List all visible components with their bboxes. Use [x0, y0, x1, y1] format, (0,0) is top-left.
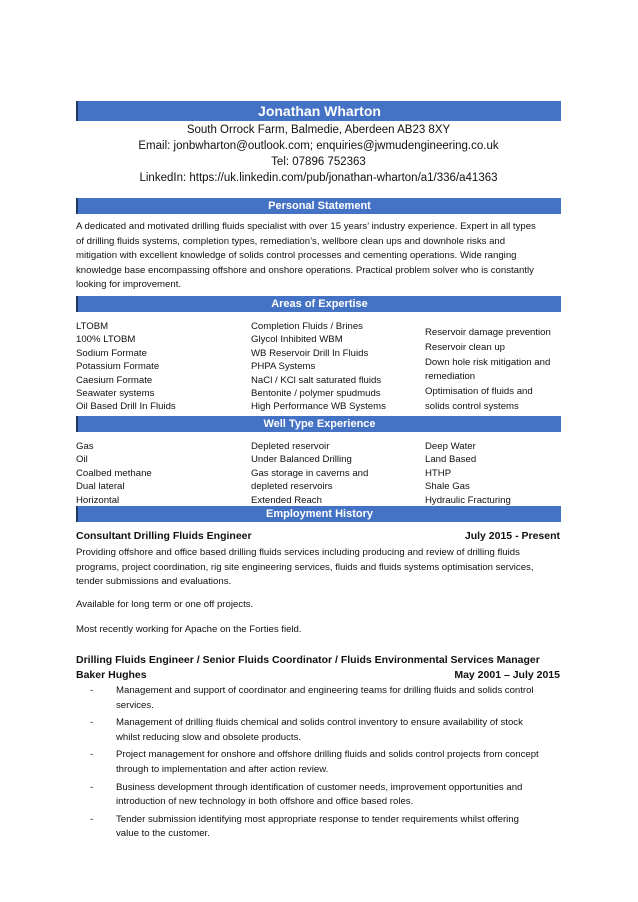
well-item: Oil [76, 454, 88, 466]
description-line: programs, project coordination, rig site engineering services, fluids and fluids systems optimisation services, [76, 561, 534, 573]
expertise-item: Reservoir clean up [425, 341, 505, 353]
personal-statement [76, 220, 562, 293]
job-2-title [76, 654, 560, 666]
expertise-item: Bentonite / polymer spudmuds [251, 388, 381, 400]
section-title: Well Type Experience [263, 418, 376, 430]
job-2-responsibilities [90, 684, 560, 845]
email-line: Email: jonbwharton@outlook.com; enquiries@jwmudengineering.co.uk [138, 140, 499, 152]
wells-column-1 [76, 440, 152, 507]
job-1-header [76, 530, 560, 542]
expertise-item: PHPA Systems [251, 361, 316, 373]
expertise-item: LTOBM [76, 321, 109, 332]
bullet-dash: - [90, 749, 94, 761]
well-item: Extended Reach [251, 494, 322, 506]
list-item [90, 684, 560, 713]
well-item: depleted reservoirs [251, 481, 333, 493]
bullet-text: Management and support of coordinator and engineering teams for drilling fluids and solids control [116, 685, 534, 696]
bullet-text: Management of drilling fluids chemical and solids control inventory to ensure availability of stock [116, 717, 523, 729]
job-title: Consultant Drilling Fluids Engineer [76, 530, 252, 542]
well-item: Dual lateral [76, 481, 125, 493]
phone-line: Tel: 07896 752363 [271, 156, 366, 168]
section-title: Employment History [266, 508, 373, 520]
section-title: Areas of Expertise [271, 298, 368, 310]
statement-line: looking for improvement. [76, 279, 182, 290]
statement-line: of drilling fluids systems, completion types, remediation’s, wellbore clean ups and downhole risks and [76, 235, 506, 247]
expertise-item: Potassium Formate [76, 361, 160, 373]
well-item: Gas [76, 441, 94, 452]
description-line: tender submissions and evaluations. [76, 576, 232, 587]
bullet-text: Business development through identification of customer needs, improvement opportunities and [116, 781, 523, 793]
bullet-dash: - [90, 717, 94, 729]
job-1-description [76, 546, 562, 590]
expertise-column-3 [425, 326, 551, 415]
well-item: Coalbed methane [76, 467, 152, 479]
candidate-name: Jonathan Wharton [258, 103, 381, 119]
bullet-text: whilst reducing slow and obsolete products. [116, 731, 302, 743]
bullet-dash: - [90, 685, 94, 696]
bullet-text: Tender submission identifying most appropriate response to tender requirements whilst offering [116, 813, 519, 825]
well-item: Deep Water [425, 441, 476, 452]
expertise-item: solids control systems [425, 400, 519, 412]
list-item [90, 716, 560, 745]
bullet-dash: - [90, 781, 94, 793]
well-item: Land Based [425, 454, 477, 466]
expertise-column-2 [251, 320, 386, 414]
expertise-item: Optimisation of fluids and [425, 386, 533, 398]
expertise-item: High Performance WB Systems [251, 401, 386, 413]
bullet-text: services. [116, 699, 154, 711]
job-2-header [76, 669, 560, 681]
job-1-recent-note: Most recently working for Apache on the Forties field. [76, 624, 302, 635]
well-item: Depleted reservoir [251, 441, 330, 452]
name-banner [76, 101, 561, 121]
job-dates: May 2001 – July 2015 [454, 669, 560, 681]
bullet-text: value to the customer. [116, 828, 210, 840]
list-item [90, 748, 560, 777]
section-bar-areas-of-expertise [76, 296, 561, 312]
expertise-item: NaCl / KCl salt saturated fluids [251, 374, 382, 386]
bullet-text: through to implementation and after action review. [116, 763, 329, 775]
job-1-availability-note: Available for long term or one off projects. [76, 599, 254, 610]
section-bar-employment-history [76, 506, 561, 522]
well-item: Shale Gas [425, 481, 470, 493]
expertise-item: WB Reservoir Drill In Fluids [251, 347, 369, 359]
expertise-item: Caesium Formate [76, 374, 153, 386]
well-item: Hydraulic Fracturing [425, 494, 511, 506]
address: South Orrock Farm, Balmedie, Aberdeen AB23 8XY [186, 124, 451, 136]
bullet-text: introduction of new technology in both offshore and office based roles. [116, 796, 414, 808]
section-title: Personal Statement [268, 200, 371, 212]
well-item: Horizontal [76, 494, 120, 506]
job-title: Drilling Fluids Engineer / Senior Fluids Coordinator / Fluids Environmental Services Manager [76, 654, 540, 666]
bullet-dash: - [90, 813, 94, 825]
wells-column-2 [251, 440, 368, 507]
linkedin-line: LinkedIn: https://uk.linkedin.com/pub/jonathan-wharton/a1/336/a41363 [139, 172, 498, 184]
expertise-item: Sodium Formate [76, 347, 147, 359]
well-item: HTHP [425, 467, 452, 479]
section-bar-personal-statement [76, 198, 561, 214]
company-name: Baker Hughes [76, 669, 147, 681]
expertise-item: Glycol Inhibited WBM [251, 334, 343, 346]
expertise-item: 100% LTOBM [76, 334, 136, 346]
statement-line: mitigation with excellent knowledge of solids control processes and cementing operations. Wide ranging [76, 250, 517, 261]
expertise-item: Down hole risk mitigation and [425, 356, 551, 368]
statement-line: A dedicated and motivated drilling fluids specialist with over 15 years’ industry experience. Expert in all types [76, 221, 536, 232]
expertise-column-1 [76, 320, 176, 414]
section-bar-well-type-experience [76, 416, 561, 432]
expertise-item: Oil Based Drill In Fluids [76, 401, 176, 413]
expertise-item: remediation [425, 371, 476, 383]
expertise-item: Seawater systems [76, 388, 155, 400]
expertise-item: Completion Fluids / Brines [251, 321, 363, 332]
well-item: Gas storage in caverns and [251, 467, 369, 479]
wells-column-3 [425, 440, 511, 507]
bullet-text: Project management for onshore and offshore drilling fluids and solids control projects from concept [116, 749, 539, 761]
list-item [90, 813, 560, 842]
well-item: Under Balanced Drilling [251, 454, 352, 466]
statement-line: knowledge base encompassing offshore and onshore operations. Practical problem solver who is constantly [76, 264, 534, 276]
expertise-item: Reservoir damage prevention [425, 327, 551, 338]
job-dates: July 2015 - Present [464, 530, 560, 542]
list-item [90, 781, 560, 810]
description-line: Providing offshore and office based drilling fluids services including producing and review of drilling fluids [76, 547, 520, 558]
